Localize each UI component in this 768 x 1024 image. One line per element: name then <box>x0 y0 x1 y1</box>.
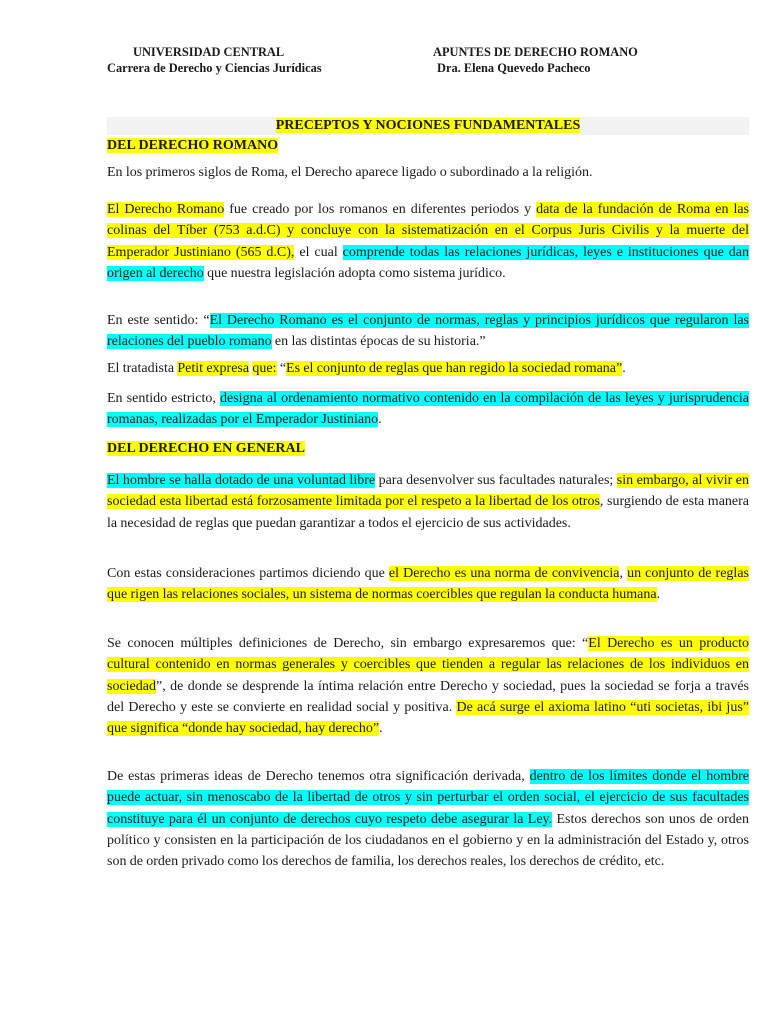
text-run: El tratadista <box>107 361 178 376</box>
highlight-cyan: El Derecho Romano es el conjunto de normas, reglas y principios jurídicos que regularon las relaciones del pueblo romano <box>107 313 749 350</box>
highlight-yellow: El Derecho Romano <box>107 202 225 217</box>
highlight-cyan: comprende todas las relaciones jurídicas, leyes e instituciones que dan origen al derecho <box>107 244 749 281</box>
highlight-cyan: dentro de los límites donde el hombre puede actuar, sin menoscabo de la libertad de otros y sin perturbar el orden social, el ejercicio de sus facultades constituye para él un conjunto de derechos cuyo respeto debe asegurar la Ley. <box>107 769 750 827</box>
highlight-yellow: data de la fundación de Roma en las colinas del Tíber (753 a.d.C) y concluye con la sistematización en el Corpus Juris Civilis y la muerte del Emperador Justiniano (565 d.C), <box>107 202 749 260</box>
paragraph <box>107 563 749 606</box>
author-name: Dra. Elena Quevedo Pacheco <box>437 61 591 75</box>
paragraph <box>107 470 749 534</box>
document-title-text: PRECEPTOS Y NOCIONES FUNDAMENTALES <box>275 118 581 133</box>
text-run: Estos derechos son unos de orden político y consisten en la participación de los ciudadanos en el gobierno y en la administración del Estado y, otros son de orden privado como los derechos de familia, los derechos reales, los derechos de crédito, etc. <box>107 811 749 870</box>
text-run: En sentido estricto, <box>107 391 221 406</box>
text-run: Con estas consideraciones partimos diciendo que <box>107 566 389 581</box>
document-title <box>107 117 749 135</box>
highlight-yellow: Es el conjunto de reglas que han regido la sociedad romana” <box>286 361 623 376</box>
text-run: En este sentido: “ <box>107 313 210 328</box>
text-run: para desenvolver sus facultades naturales; <box>375 473 617 488</box>
paragraph <box>107 162 749 183</box>
highlight-cyan: El hombre se halla dotado de una voluntad libre <box>107 473 376 488</box>
highlight-yellow: sin embargo, al vivir en sociedad esta libertad está forzosamente limitada por el respeto a la libertad de los otros <box>107 473 750 510</box>
text-run: que nuestra legislación adopta como sistema jurídico. <box>203 265 506 281</box>
section-heading-text: DEL DERECHO ROMANO <box>107 138 279 153</box>
text-run: “ <box>276 361 287 376</box>
highlight-yellow: El Derecho es un producto cultural contenido en normas generales y coercibles que tienden a regular las relaciones de los individuos en sociedad <box>107 636 749 694</box>
highlight-yellow: De acá surge el axioma latino “uti societas, ibi jus” que significa “donde hay sociedad, hay derecho” <box>107 699 749 737</box>
highlight-yellow: el Derecho es una norma de convivencia <box>388 566 620 581</box>
text-run: el cual <box>294 244 343 260</box>
faculty-name: Carrera de Derecho y Ciencias Jurídicas <box>107 61 322 75</box>
paragraph <box>107 199 749 284</box>
text-run: Se conocen múltiples definiciones de Derecho, sin embargo expresaremos que: “ <box>107 636 589 651</box>
paragraph <box>107 766 749 872</box>
highlight-yellow: Petit expresa <box>177 361 250 376</box>
text-run: , <box>619 566 628 581</box>
section-heading-derecho-general <box>107 440 305 458</box>
section-heading-text: DEL DERECHO EN GENERAL <box>107 441 305 456</box>
section-heading-derecho-romano <box>107 137 278 155</box>
text-run: . <box>379 721 383 737</box>
paragraph <box>107 358 749 379</box>
text-run: ”, de donde se desprende la íntima relación entre Derecho y sociedad, pues la sociedad se forja a través del Derecho y este se convierte en realidad social y positiva. <box>107 678 749 715</box>
text-run: De estas primeras ideas de Derecho tenemos otra significación derivada, <box>107 769 530 784</box>
title-band <box>107 117 749 135</box>
text-run: , surgiendo de esta manera la necesidad de reglas que puedan garantizar a todos el ejercicio de sus actividades. <box>107 494 749 531</box>
text-run: . <box>622 361 626 376</box>
text-run: . <box>378 412 382 428</box>
course-title: APUNTES DE DERECHO ROMANO <box>433 45 638 59</box>
highlight-yellow: un conjunto de reglas que rigen las relaciones sociales, un sistema de normas coercibles que regulan la conducta humana <box>107 566 749 603</box>
text-run: . <box>656 587 661 603</box>
highlight-cyan: designa al ordenamiento normativo contenido en la compilación de las leyes y jurisprudencia romanas, realizadas por el Emperador Justiniano <box>107 391 749 428</box>
paragraph <box>107 388 749 431</box>
paragraph <box>107 310 749 353</box>
text-run: fue creado por los romanos en diferentes periodos y <box>224 202 537 217</box>
highlight-yellow: que: <box>252 361 277 376</box>
paragraph <box>107 633 749 739</box>
text-run: en las distintas épocas de su historia.” <box>271 334 486 350</box>
text-run: En los primeros siglos de Roma, el Derecho aparece ligado o subordinado a la religión. <box>107 165 593 180</box>
university-name: UNIVERSIDAD CENTRAL <box>133 45 285 59</box>
